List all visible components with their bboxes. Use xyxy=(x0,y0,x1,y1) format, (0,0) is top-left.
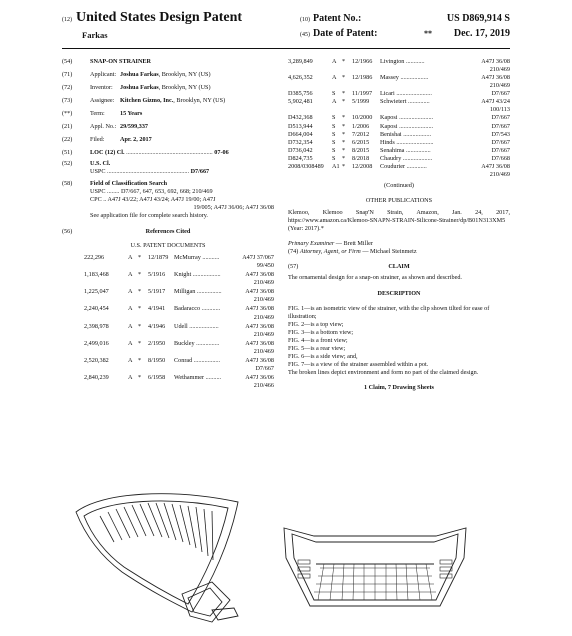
patent-header xyxy=(62,10,510,48)
right-column xyxy=(288,58,510,392)
references-cited-heading: (56) References Cited xyxy=(62,227,191,235)
reference-row: 2008/0308489 A1 * 12/2008 Coudurier ............. A47J 36/08 210/469 xyxy=(288,162,510,178)
loc-class-field: (51) LOC (12) Cl. ........................................................ 07-06 xyxy=(62,149,229,157)
reference-row: 1,225,047 A * 5/1917 Milligan ................ A47J 36/08 210/469 xyxy=(84,288,274,304)
reference-row: 2,840,239 A * 6/1958 Wethammer .......... A47J 36/06 210/466 xyxy=(84,373,274,389)
reference-row: D432,368 S * 10/2000 Kaposi ...................... D7/667 xyxy=(288,114,510,122)
us-patent-documents-heading: U.S. PATENT DOCUMENTS xyxy=(130,242,206,249)
front-view-strainer-drawing xyxy=(280,518,470,628)
figure-description: FIG. 3—is a bottom view; xyxy=(288,328,354,336)
assignee-field: (73) Assignee: Kitchen Gizmo, Inc., Brooklyn, NY (US) xyxy=(62,97,226,105)
term-extension-marker: ** xyxy=(424,29,432,38)
title-field: (54) SNAP-ON STRAINER xyxy=(62,58,152,65)
appl-no-field: (21) Appl. No.: 29/599,337 xyxy=(62,123,149,131)
inventor-surname: Farkas xyxy=(82,30,108,40)
applicant-field: (71) Applicant: Joshua Farkas, Brooklyn, NY (US) xyxy=(62,71,211,79)
invention-title: SNAP-ON STRAINER xyxy=(90,58,152,65)
reference-row: D736,042 S * 8/2015 Senahima ................ D7/667 xyxy=(288,146,510,154)
figure-description: FIG. 4—is a front view; xyxy=(288,336,348,344)
reference-row: 2,240,454 A * 4/1941 Badaracco ............ A47J 36/08 210/469 xyxy=(84,305,274,321)
reference-row: 3,289,849 A * 12/1966 Livington ............ A47J 36/08 210/469 xyxy=(288,58,510,74)
reference-row: 1,183,468 A * 5/1916 Knight .................. A47J 36/08 210/469 xyxy=(84,271,274,287)
right-references-list xyxy=(288,58,510,179)
filed-field: (22) Filed: Apr. 2, 2017 xyxy=(62,136,152,144)
reference-row: D513,944 S * 1/2006 Kaposi ...................... D7/667 xyxy=(288,122,510,130)
us-class-field: (52) U.S. Cl. USPC ..................................................... D7/667 xyxy=(62,159,210,175)
figure-description: FIG. 5—is a rear view; xyxy=(288,344,346,352)
claim-heading: (57) CLAIM xyxy=(288,263,410,271)
reference-row: 2,520,382 A * 8/1950 Conrad ................. A47J 36/08 D7/667 xyxy=(84,356,274,372)
reference-row: 2,499,016 A * 2/1950 Buckley ............... A47J 36/08 210/469 xyxy=(84,339,274,355)
reference-row: D824,735 S * 8/2018 Chaudry ................... D7/668 xyxy=(288,154,510,162)
patent-number-row: (10) Patent No.: US D869,914 S xyxy=(300,13,510,24)
reference-row: 222,296 A * 12/1879 McMurray ........... A47J 37/067 99/450 xyxy=(84,254,274,270)
attorney: (74) Attorney, Agent, or Firm — Michael Steinmetz xyxy=(288,248,417,256)
reference-row: D664,004 S * 7/2012 Benishai .................. D7/543 xyxy=(288,130,510,138)
other-publications-heading: OTHER PUBLICATIONS xyxy=(365,197,433,204)
patent-number: US D869,914 S xyxy=(446,13,510,24)
reference-row: D732,354 S * 6/2015 Hinds ........................ D7/667 xyxy=(288,138,510,146)
claim-text: The ornamental design for a snap-on strainer, as shown and described. xyxy=(288,274,462,282)
figure-description: The broken lines depict environment and form no part of the claimed design. xyxy=(288,369,479,377)
other-publications-text: Klemoo, Klemoo Snap'N Strain, Amazon, Jan. 24, 2017, https://www.amazon.ca/Klemoo-SNAPN-STRAIN-Silicone-Strainer/dp/B01N313XM5 (Year: 2017).* xyxy=(288,209,510,233)
header-rule xyxy=(62,48,510,49)
term-field: (**) Term: 15 Years xyxy=(62,110,143,118)
figure-description: FIG. 6—is a side view; and, xyxy=(288,352,358,360)
continued-note: (Continued) xyxy=(384,181,414,189)
description-heading: DESCRIPTION xyxy=(377,289,421,297)
reference-row: 4,626,352 A * 12/1986 Massey .................. A47J 36/08 210/469 xyxy=(288,74,510,90)
left-column xyxy=(62,58,274,391)
figure-list xyxy=(288,305,510,378)
reference-row: 5,902,481 A * 5/1999 Schwietert .............. A47J 43/24 100/113 xyxy=(288,98,510,114)
isometric-strainer-drawing xyxy=(62,482,262,632)
figure-description: FIG. 2—is a top view; xyxy=(288,320,344,328)
figure-description: FIG. 7—is a view of the strainer assembled within a pot. xyxy=(288,361,429,368)
reference-row: D385,756 S * 11/1997 Licari ....................... D7/667 xyxy=(288,90,510,98)
figure-description: FIG. 1—is an isometric view of the strainer, with the clip shown tilted for ease of illustration; xyxy=(288,304,490,320)
claims-count: 1 Claim, 7 Drawing Sheets xyxy=(364,384,434,392)
patent-date-row: (45) Date of Patent: ** Dec. 17, 2019 xyxy=(300,28,510,39)
primary-examiner: Primary Examiner — Brett Miller xyxy=(288,240,373,248)
patent-date: Dec. 17, 2019 xyxy=(453,28,510,39)
search-field: (58) Field of Classification Search USPC ........ D7/667, 647, 653, 692, 668; 210/469 CPC .. A47J 43/22; A47J 43/24; A47J 19/00; A47J 19/005; A47J 36/06; A47J 36/08 See application file for complete search history. xyxy=(62,179,274,219)
document-title: (12) United States Design Patent xyxy=(62,10,243,25)
drawings xyxy=(62,482,510,632)
left-references-list xyxy=(62,254,274,390)
inventor-field: (72) Inventor: Joshua Farkas, Brooklyn, NY (US) xyxy=(62,84,211,92)
reference-row: 2,398,978 A * 4/1946 Udell ................... A47J 36/08 210/469 xyxy=(84,322,274,338)
